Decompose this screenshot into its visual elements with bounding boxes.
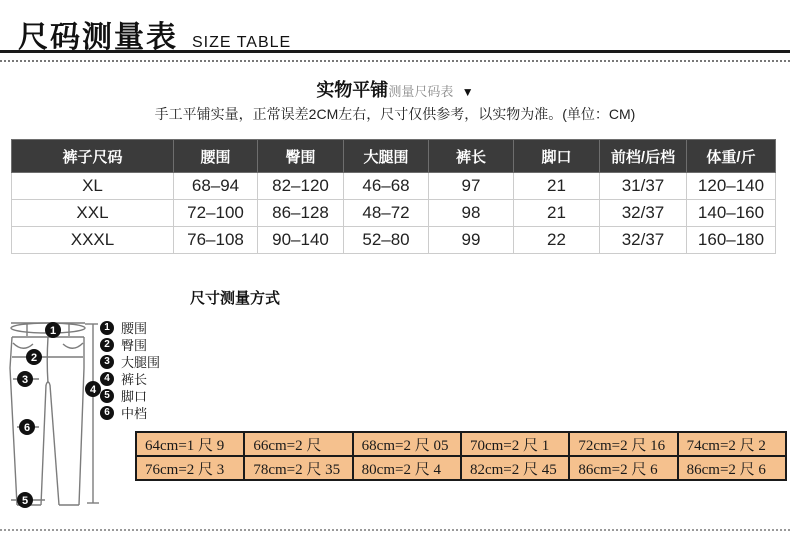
measure-list <box>100 319 160 421</box>
measure-label: 中档 <box>121 406 148 421</box>
cell-hip: 90–140 <box>258 227 344 254</box>
measure-label: 腰围 <box>121 321 148 336</box>
conversion-cell: 72cm=2 尺 16 <box>569 432 677 456</box>
badge-waist <box>45 322 61 338</box>
diagram-badges <box>17 322 101 508</box>
conversion-cell: 76cm=2 尺 3 <box>136 456 244 480</box>
measure-label: 脚口 <box>121 389 148 404</box>
cell-rise: 31/37 <box>600 173 687 200</box>
measure-label: 大腿围 <box>121 355 161 370</box>
cell-thigh: 48–72 <box>344 200 429 227</box>
measure-label: 裤长 <box>121 372 148 387</box>
table-row <box>12 173 776 200</box>
col-header-rise: 前档/后档 <box>600 140 687 173</box>
cell-hip: 82–120 <box>258 173 344 200</box>
section-heading-bold: 实物平铺 <box>316 80 389 100</box>
svg-text:3: 3 <box>21 374 29 386</box>
cell-legopening: 21 <box>514 173 600 200</box>
page-title: 尺码测量表 <box>18 21 178 54</box>
arrow-down-icon: ▼ <box>461 85 474 99</box>
cell-size: XXXL <box>12 227 174 254</box>
divider-dotted-bottom <box>0 529 790 531</box>
col-header-size: 裤子尺码 <box>12 140 174 173</box>
col-header-waist: 腰围 <box>174 140 258 173</box>
svg-text:6: 6 <box>23 422 31 434</box>
svg-text:4: 4 <box>89 384 97 396</box>
badge-hip <box>26 349 42 365</box>
conversion-cell: 74cm=2 尺 2 <box>678 432 786 456</box>
size-table-header-row <box>12 140 776 173</box>
section-heading <box>0 76 790 102</box>
size-table <box>11 139 776 254</box>
cell-thigh: 52–80 <box>344 227 429 254</box>
conversion-cell: 68cm=2 尺 05 <box>353 432 461 456</box>
col-header-thigh: 大腿围 <box>344 140 429 173</box>
conversion-cell: 80cm=2 尺 4 <box>353 456 461 480</box>
number-badge: 3 <box>100 355 114 369</box>
col-header-weight: 体重/斤 <box>687 140 776 173</box>
cell-length: 98 <box>429 200 514 227</box>
number-badge: 2 <box>100 338 114 352</box>
conversion-cell: 70cm=2 尺 1 <box>461 432 569 456</box>
pants-diagram <box>5 313 105 528</box>
cell-rise: 32/37 <box>600 200 687 227</box>
cell-thigh: 46–68 <box>344 173 429 200</box>
table-row <box>12 200 776 227</box>
table-row <box>12 227 776 254</box>
badge-opening <box>17 492 33 508</box>
conversion-cell: 86cm=2 尺 6 <box>569 456 677 480</box>
badge-length <box>85 381 101 397</box>
list-item <box>100 404 160 421</box>
col-header-hip: 臀围 <box>258 140 344 173</box>
list-item <box>100 336 160 353</box>
divider-dotted-top <box>0 60 790 62</box>
cell-rise: 32/37 <box>600 227 687 254</box>
col-header-length: 裤长 <box>429 140 514 173</box>
list-item <box>100 319 160 336</box>
section-heading-rest: 测量尺码表 <box>388 84 454 99</box>
number-badge: 4 <box>100 372 114 386</box>
badge-thigh <box>17 371 33 387</box>
cell-waist: 72–100 <box>174 200 258 227</box>
col-header-legopening: 脚口 <box>514 140 600 173</box>
measure-label: 臀围 <box>121 338 148 353</box>
cell-weight: 160–180 <box>687 227 776 254</box>
cell-waist: 68–94 <box>174 173 258 200</box>
svg-text:2: 2 <box>30 352 38 364</box>
cell-legopening: 22 <box>514 227 600 254</box>
measurement-note: 手工平铺实量，正常误差2CM左右，尺寸仅供参考，以实物为准。(单位：CM) <box>154 106 636 122</box>
number-badge: 5 <box>100 389 114 403</box>
conversion-cell: 86cm=2 尺 6 <box>678 456 786 480</box>
svg-text:5: 5 <box>21 495 29 507</box>
cell-length: 99 <box>429 227 514 254</box>
table-row <box>136 432 786 456</box>
cell-size: XL <box>12 173 174 200</box>
divider-solid <box>0 50 790 53</box>
conversion-cell: 82cm=2 尺 45 <box>461 456 569 480</box>
conversion-table <box>135 431 787 481</box>
cell-legopening: 21 <box>514 200 600 227</box>
page-subtitle-en: SIZE TABLE <box>192 34 292 51</box>
number-badge: 1 <box>100 321 114 335</box>
conversion-cell: 64cm=1 尺 9 <box>136 432 244 456</box>
cell-length: 97 <box>429 173 514 200</box>
cell-hip: 86–128 <box>258 200 344 227</box>
number-badge: 6 <box>100 406 114 420</box>
list-item <box>100 370 160 387</box>
conversion-cell: 78cm=2 尺 35 <box>244 456 352 480</box>
measure-method-title: 尺寸测量方式 <box>190 290 281 307</box>
cell-weight: 120–140 <box>687 173 776 200</box>
svg-text:1: 1 <box>49 325 57 337</box>
conversion-cell: 66cm=2 尺 <box>244 432 352 456</box>
badge-mid <box>19 419 35 435</box>
table-row <box>136 456 786 480</box>
list-item <box>100 387 160 404</box>
cell-waist: 76–108 <box>174 227 258 254</box>
list-item <box>100 353 160 370</box>
cell-weight: 140–160 <box>687 200 776 227</box>
cell-size: XXL <box>12 200 174 227</box>
